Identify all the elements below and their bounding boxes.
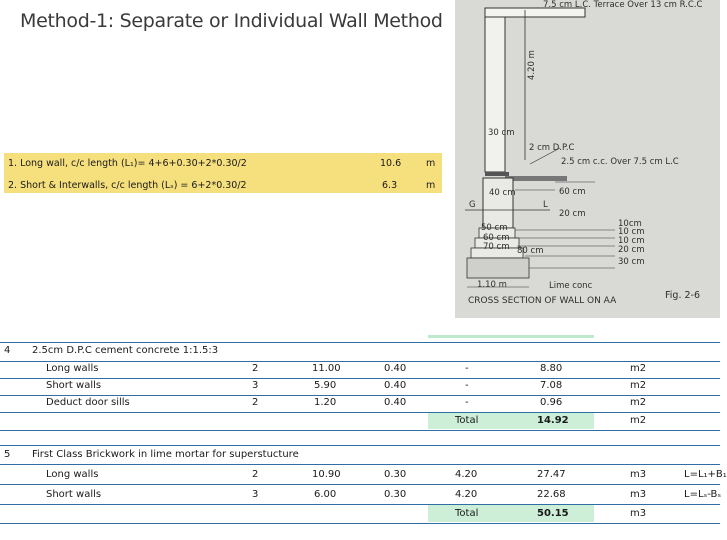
dpc-label: 2 cm D.P.C: [529, 143, 575, 153]
section-5-total-value: 50.15: [537, 508, 569, 519]
forty-cm-label: 40 cm: [489, 188, 516, 198]
ground-g-label: G: [469, 200, 476, 210]
wall-thickness-label: 30 cm: [488, 128, 515, 138]
offset-label-5: 30 cm: [618, 257, 645, 267]
footing-label-50: 50 cm: [481, 223, 508, 233]
lime-concrete-label: Lime conc: [549, 281, 593, 291]
roof-label: 7.5 cm L.C. Terrace Over 13 cm R.C.C: [543, 0, 703, 10]
offset-label-4: 20 cm: [618, 245, 645, 255]
section-4-total-value: 14.92: [537, 415, 569, 426]
long-wall-length-unit: m: [426, 158, 436, 169]
footing-label-70: 70 cm: [483, 242, 510, 252]
cross-section-figure: [455, 0, 720, 318]
twenty-cm-label: 20 cm: [559, 209, 586, 219]
footing-label-60: 60 cm: [483, 233, 510, 243]
table-top-accent: [428, 335, 594, 338]
section-5-total-label: Total: [455, 508, 479, 519]
quantity-table: 4 2.5cm D.P.C cement concrete 1:1.5:3 Long walls 2 11.00 0.40 - 8.80 m2 Short walls 3 5.90 0.40 - 7.08 m2 Deduct door sills 2 1.20 0.40 - 0.96 m2 Total 14.92 m2 5 First Class Brickwork in lime mortar for superstucture Long walls 2 10.90 0.30 4.20 27.47 m3 L=L₁+B₁ Short walls 3 6.00 0.30 4.20 22.68 m3 L=Lₛ-Bₛ Total 50.15 m3: [0, 338, 720, 540]
section-4-total-unit: m2: [630, 415, 647, 426]
short-wall-length-value: 6.3: [382, 180, 398, 191]
page-title: Method-1: Separate or Individual Wall Method: [20, 10, 443, 32]
base-width-label: 1.10 m: [477, 280, 507, 290]
long-wall-length-value: 10.6: [380, 158, 402, 169]
section-4-total-label: Total: [455, 415, 479, 426]
offset-label-2: 10 cm: [618, 227, 645, 237]
short-wall-length-unit: m: [426, 180, 436, 191]
ground-l-label: L: [543, 200, 548, 210]
offset-label-3: 10 cm: [618, 236, 645, 246]
sixty-cm-label: 60 cm: [559, 187, 586, 197]
floor-cc-label: 2.5 cm c.c. Over 7.5 cm L.C: [561, 157, 679, 167]
footing-label-80: 80 cm: [517, 246, 544, 256]
long-wall-length-label: 1. Long wall, c/c length (L₁)= 4+6+0.30+2*0.30/2: [8, 158, 247, 169]
short-wall-length-label: 2. Short & Interwalls, c/c length (Lₛ) = 6+2*0.30/2: [8, 180, 247, 191]
total-highlight: [428, 505, 594, 522]
wall-height-label: 4.20 m: [527, 50, 537, 80]
section-5-title: First Class Brickwork in lime mortar for superstucture: [32, 449, 299, 460]
section-5-total-unit: m3: [630, 508, 647, 519]
section-5-number: 5: [4, 449, 11, 460]
offset-label-1: 10cm: [618, 219, 642, 229]
total-highlight: [428, 413, 594, 429]
section-4-title: 2.5cm D.P.C cement concrete 1:1.5:3: [32, 345, 219, 356]
section-4-number: 4: [4, 345, 11, 356]
figure-number: Fig. 2-6: [665, 290, 700, 301]
figure-caption: CROSS SECTION OF WALL ON AA: [468, 296, 617, 306]
